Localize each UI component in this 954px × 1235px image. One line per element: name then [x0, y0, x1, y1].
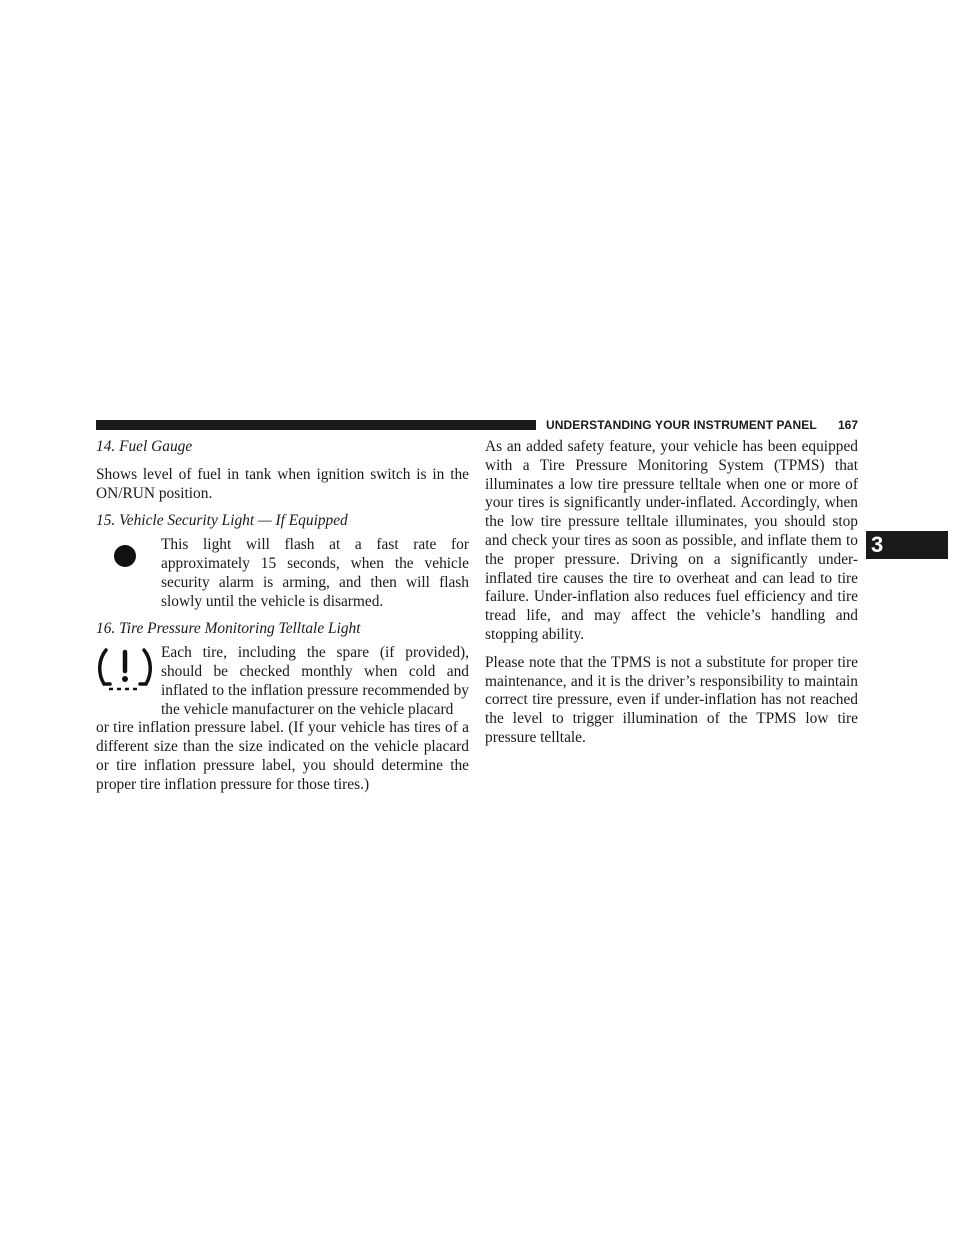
page-number: 167: [838, 418, 859, 432]
tpms-note-paragraph: Please note that the TPMS is not a substitute for proper tire maintenance, and it is the driver’s responsibility to maintain correct tire pressure, even if under-inflation has not reached the level to trigger illumination of the TPMS low tire pressure telltale.: [485, 653, 858, 746]
tpms-heading: 16. Tire Pressure Monitoring Telltale Light: [96, 620, 361, 638]
fuel-gauge-heading: 14. Fuel Gauge: [96, 438, 193, 455]
header-rule: [96, 420, 536, 430]
security-light-heading: 15. Vehicle Security Light — If Equipped: [96, 512, 348, 530]
chapter-tab[interactable]: 3: [866, 531, 948, 559]
tire-pressure-warning-icon: [96, 644, 154, 694]
running-header-title: UNDERSTANDING YOUR INSTRUMENT PANEL: [546, 418, 817, 432]
security-light-block: [96, 536, 469, 611]
security-light-text: This light will flash at a fast rate for approximately 15 seconds, when the vehicle security alarm is arming, and then will flash slowly until the vehicle is disarmed.: [161, 536, 469, 610]
fuel-gauge-text: Shows level of fuel in tank when ignition switch is in the ON/RUN position.: [96, 465, 469, 502]
left-column: [96, 438, 469, 795]
tpms-intro-paragraph: As an added safety feature, your vehicle has been equipped with a Tire Pressure Monitoring System (TPMS) that illuminates a low tire pressure telltale when one or more of your tires is significantly under-inflated. Accordingly, when the low tire pressure telltale illuminates, you should stop and check your tires as soon as possible, and inflate them to the proper pressure. Driving on a significantly under-inflated tire causes the tire to overheat and can lead to tire failure. Under-inflation also reduces fuel efficiency and tire tread life, and may affect the vehicle’s handling and stopping ability.: [485, 438, 858, 643]
tpms-text-continued: or tire inflation pressure label. (If your vehicle has tires of a different size than the size indicated on the vehicle placard or tire inflation pressure label, you should determine the proper tire inflation pressure for those tires.): [96, 719, 469, 793]
right-column: [485, 438, 858, 748]
tpms-block: [96, 644, 469, 719]
tpms-text-wrapped: Each tire, including the spare (if provided), should be checked monthly when cold and inflated to the inflation pressure recommended by the vehicle manufacturer on the vehicle placard: [161, 644, 469, 718]
